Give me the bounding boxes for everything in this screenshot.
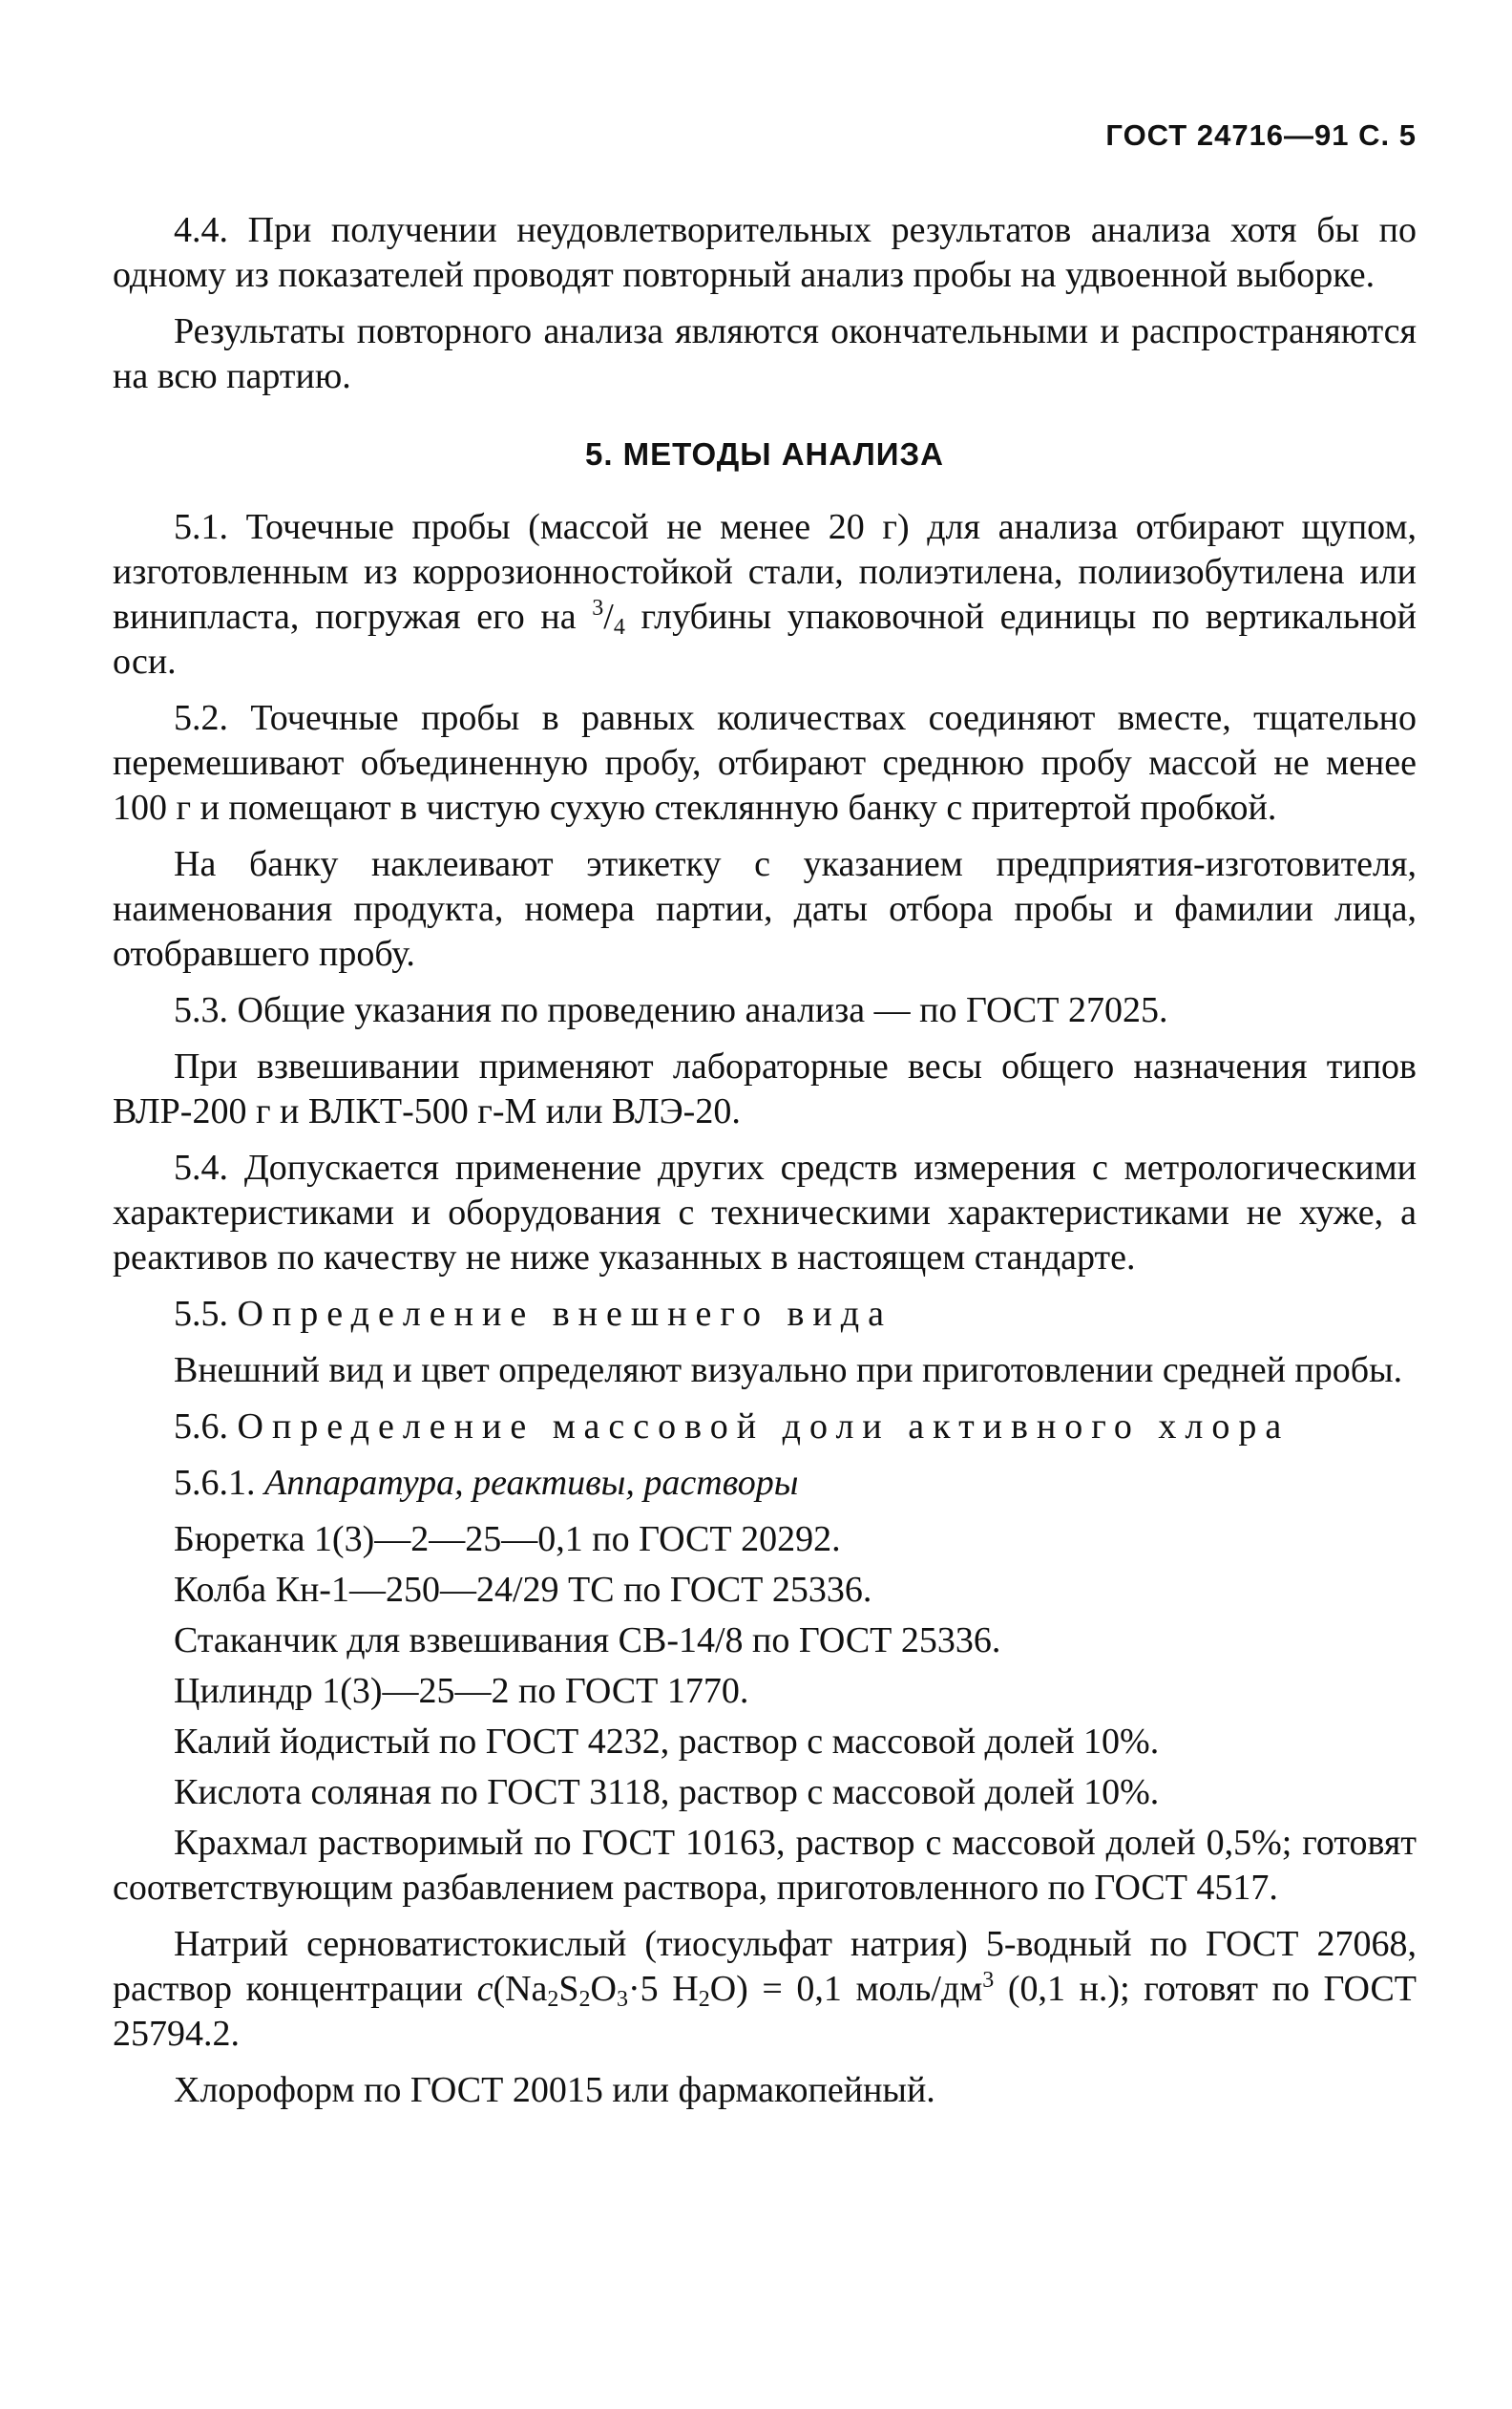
- paragraph-5-3: 5.3. Общие указания по проведению анализа — по ГОСТ 27025.: [174, 990, 1168, 1030]
- list-item: Стаканчик для взвешивания СВ-14/8 по ГОСТ 25336.: [174, 1620, 1001, 1660]
- fraction-numerator: 3: [592, 596, 604, 621]
- thio-text-a: Натрий серноватистокислый (тиосульфат натрия) 5-водный по ГОСТ 27068, раствор концентрации: [113, 1924, 1417, 2009]
- thio-sup-3: 3: [982, 1968, 995, 1993]
- thio-sub-4: 2: [698, 1987, 710, 2012]
- list-item: Крахмал растворимый по ГОСТ 10163, раствор с массовой долей 0,5%; готовят соответствующим разбавлением раствора, приготовленного по ГОСТ 4517.: [113, 1823, 1417, 1908]
- paragraph-5-4: 5.4. Допускается применение других средств измерения с метрологическими характеристиками и оборудования с техническими характеристиками не хуже, а реактивов по качеству не ниже указанных в настоящем стандарте.: [113, 1148, 1417, 1278]
- heading-5-6-title: Определение массовой доли активного хлора: [237, 1406, 1291, 1447]
- list-item: Бюретка 1(3)—2—25—0,1 по ГОСТ 20292.: [174, 1519, 841, 1559]
- section-title: 5. МЕТОДЫ АНАЛИЗА: [584, 436, 945, 472]
- thio-formula-s: S: [558, 1969, 579, 2009]
- heading-5-6-1-title: Аппаратура, реактивы, растворы: [264, 1463, 799, 1503]
- heading-5-6-number: 5.6.: [174, 1406, 238, 1447]
- paragraph-4-4-results: Результаты повторного анализа являются окончательными и распространяются на всю партию.: [113, 311, 1417, 396]
- thio-sub-2: 2: [578, 1987, 591, 2012]
- thio-sub-1: 2: [547, 1987, 559, 2012]
- heading-5-5-number: 5.5.: [174, 1294, 238, 1334]
- paragraph-5-5: Внешний вид и цвет определяют визуально при приготовлении средней пробы.: [174, 1350, 1403, 1390]
- heading-5-6-1-number: 5.6.1.: [174, 1463, 264, 1503]
- paragraph-5-1: 5.1. Точечные пробы (массой не менее 20 г) для анализа отбирают щупом, изготовленным из коррозионностойкой стали, полиэтилена, полиизобутилена или винипласта, погружая его на $^3/_4$ глубины упаковочной единицы по вертикальной оси.: [113, 507, 1417, 682]
- fraction-denominator: 4: [613, 615, 625, 640]
- heading-5-5-title: Определение внешнего вида: [237, 1294, 892, 1334]
- thio-formula-h: ·5 H: [628, 1969, 699, 2009]
- thio-formula-na: (Na: [493, 1969, 548, 2009]
- list-item: Колба Кн-1—250—24/29 ТС по ГОСТ 25336.: [174, 1570, 872, 1610]
- thio-text-e: (0,1 н.); готовят по ГОСТ 25794.2.: [113, 1969, 1418, 2054]
- heading-5-6: [113, 1405, 1417, 1449]
- paragraph-5-2-label: На банку наклеивают этикетку с указанием предприятия-изготовителя, наименования продукта, номера партии, даты отбора пробы и фамилии лица, отобравшего пробу.: [113, 844, 1417, 974]
- list-item: Кислота соляная по ГОСТ 3118, раствор с массовой долей 10%.: [174, 1772, 1160, 1812]
- thio-formula-o: O: [590, 1969, 617, 2009]
- thio-concentration-symbol: c: [476, 1969, 494, 2009]
- paragraph-4-4: 4.4. При получении неудовлетворительных результатов анализа хотя бы по одному из показателей проводят повторный анализ пробы на удвоенной выборке.: [113, 210, 1417, 295]
- list-item: Цилиндр 1(3)—25—2 по ГОСТ 1770.: [174, 1671, 749, 1711]
- text-5-1-b: глубины упаковочной единицы по вертикальной оси.: [113, 597, 1417, 682]
- paragraph-5-3-weighing: При взвешивании применяют лабораторные весы общего назначения типов ВЛР-200 г и ВЛКТ-500 г-М или ВЛЭ-20.: [113, 1046, 1417, 1131]
- heading-5-6-1: [113, 1461, 1417, 1506]
- heading-5-5: [113, 1292, 1417, 1337]
- text-5-1-a: 5.1. Точечные пробы (массой не менее 20 г) для анализа отбирают щупом, изготовленным из коррозионностойкой стали, полиэтилена, полиизобутилена или винипласта, погружая его на: [113, 507, 1417, 637]
- paragraph-thiosulfate: [113, 1922, 1417, 2057]
- paragraph-5-2: 5.2. Точечные пробы в равных количествах соединяют вместе, тщательно перемешивают объединенную пробу, отбирают среднюю пробу массой не менее 100 г и помещают в чистую сухую стеклянную банку с притертой пробкой.: [113, 698, 1417, 828]
- paragraph-chloroform: Хлороформ по ГОСТ 20015 или фармакопейный.: [174, 2070, 935, 2110]
- thio-sub-3: 3: [617, 1987, 628, 2012]
- list-item: Калий йодистый по ГОСТ 4232, раствор с массовой долей 10%.: [174, 1722, 1160, 1762]
- page-header: ГОСТ 24716—91 С. 5: [1105, 118, 1417, 152]
- thio-text-d: O) = 0,1 моль/дм: [709, 1969, 983, 2009]
- document-body: [113, 208, 1417, 2113]
